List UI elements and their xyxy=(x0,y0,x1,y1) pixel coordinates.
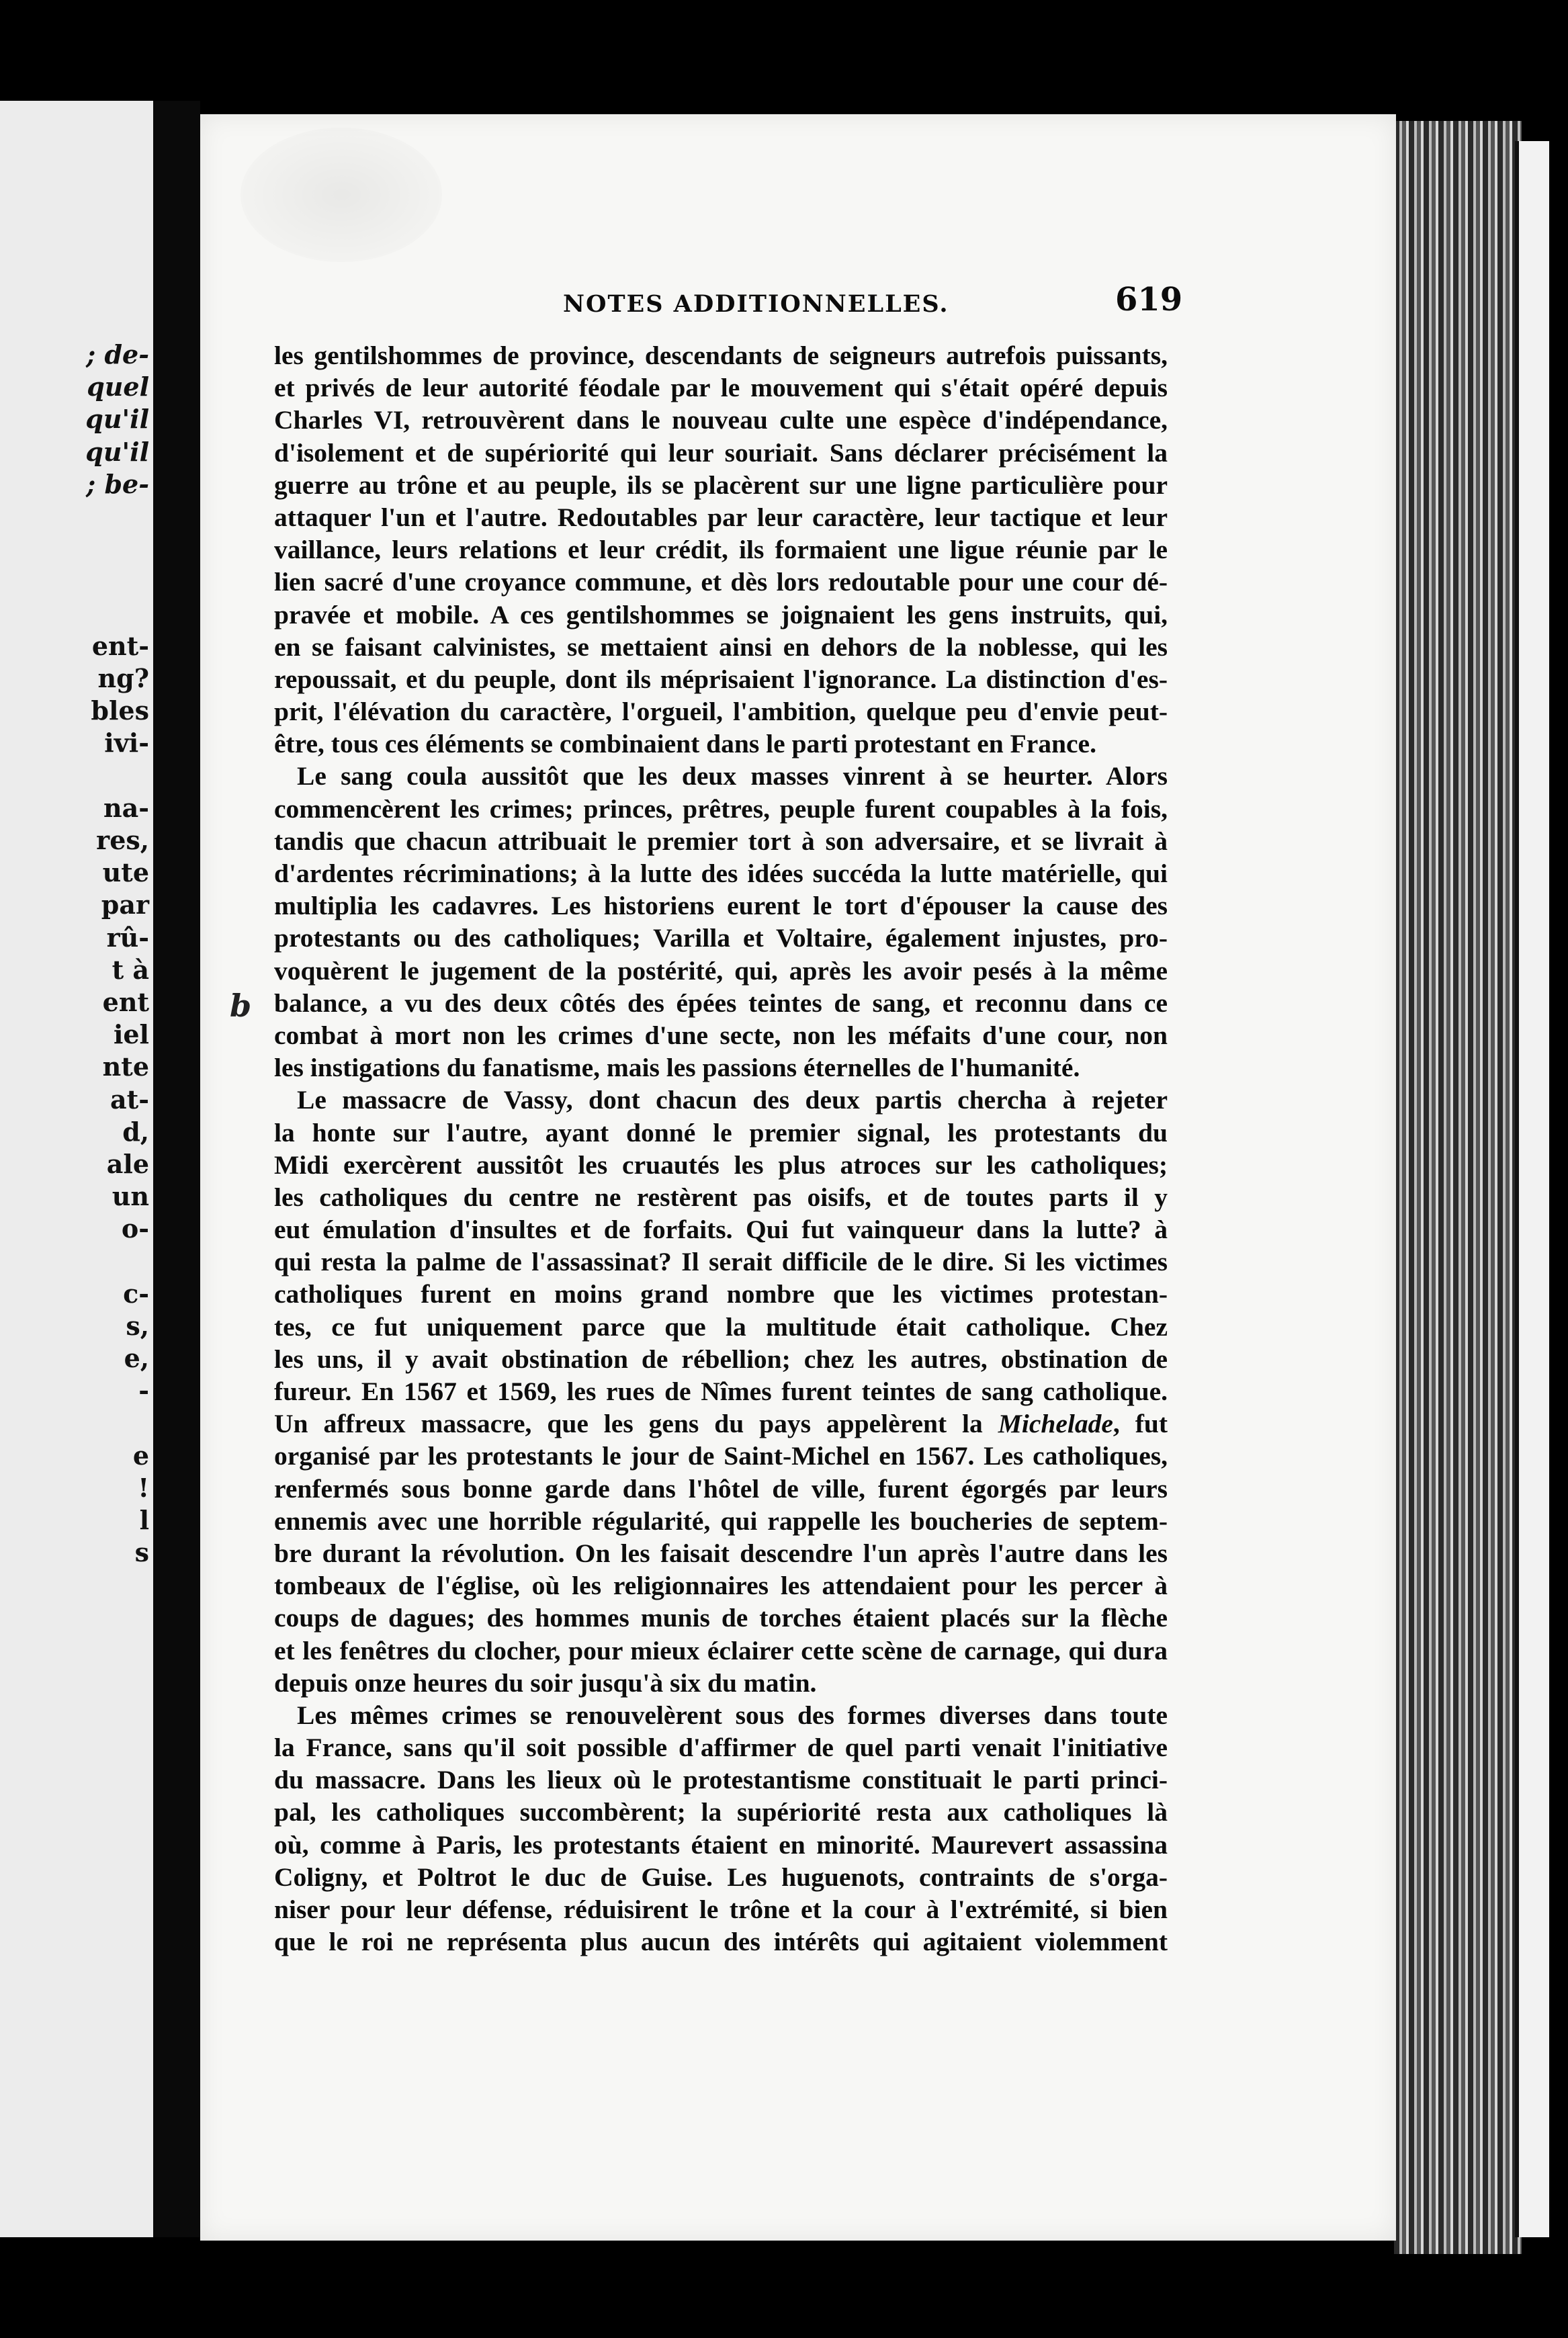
text-line: les instigations du fanatisme, mais les passions éternelles de l'humanité. xyxy=(274,1053,1080,1083)
facing-page-line: l xyxy=(139,1505,149,1536)
text-line: pal, les catholiques succombèrent; la supériorité resta aux catholiques là xyxy=(274,1797,1168,1827)
text-line: du massacre. Dans les lieux où le protestantisme constituait le parti princi- xyxy=(274,1765,1168,1795)
text-line: Charles VI, retrouvèrent dans le nouveau culte une espèce d'indépendance, xyxy=(274,405,1168,435)
facing-page-line: na- xyxy=(103,792,149,823)
facing-page-line: o- xyxy=(121,1213,149,1244)
facing-page-line: qu'il xyxy=(85,404,149,435)
facing-page-line: - xyxy=(138,1375,149,1406)
facing-page-line: ute xyxy=(102,857,149,888)
text-line: et les fenêtres du clocher, pour mieux éclairer cette scène de carnage, qui dura xyxy=(274,1635,1168,1665)
text-line: bre durant la révolution. On les faisait descendre l'un après l'autre dans les xyxy=(274,1538,1168,1568)
text-line: combat à mort non les crimes d'une secte, non les méfaits d'une cour, non xyxy=(274,1020,1168,1050)
facing-page-line: iel xyxy=(113,1019,149,1050)
italic-term: Michelade xyxy=(998,1409,1113,1439)
page-edge-strip xyxy=(1515,141,1549,2237)
text-line: Le sang coula aussitôt que les deux masses vinrent à se heurter. Alors xyxy=(297,761,1168,791)
text-line: prit, l'élévation du caractère, l'orgueil, l'ambition, quelque peu d'envie peut- xyxy=(274,697,1168,727)
margin-mark: b xyxy=(230,988,252,1024)
text-line: Midi exercèrent aussitôt les cruautés les plus atroces sur les catholiques; xyxy=(274,1150,1168,1180)
text-line: guerre au trône et au peuple, ils se placèrent sur une ligne particulière pour xyxy=(274,470,1168,500)
book-page xyxy=(200,114,1396,2241)
facing-page-line: e, xyxy=(124,1343,149,1374)
text-line: la honte sur l'autre, ayant donné le premier signal, les protestants du xyxy=(274,1117,1168,1148)
text-line: d'ardentes récriminations; à la lutte des idées succéda la lutte matérielle, qui xyxy=(274,859,1168,888)
body-text xyxy=(230,339,1168,1958)
facing-page-line: nte xyxy=(102,1051,149,1082)
facing-page-line: rû- xyxy=(106,922,149,953)
facing-page-line: ale xyxy=(106,1149,149,1179)
text-line: Le massacre de Vassy, dont chacun des deux partis chercha à rejeter xyxy=(297,1085,1168,1115)
text-line: depuis onze heures du soir jusqu'à six du matin. xyxy=(274,1668,817,1698)
text-line: catholiques furent en moins grand nombre que les victimes protestan- xyxy=(274,1279,1168,1309)
facing-page-line: ng? xyxy=(97,663,149,693)
facing-page-line: s xyxy=(134,1537,149,1568)
text-line: commencèrent les crimes; princes, prêtres, peuple furent coupables à la fois, xyxy=(274,793,1168,824)
facing-page-line: bles xyxy=(91,695,149,726)
text-line: qui resta la palme de l'assassinat? Il serait difficile de le dire. Si les victimes xyxy=(274,1247,1168,1277)
paper-stain xyxy=(241,128,442,262)
text-line: les gentilshommes de province, descendants de seigneurs autrefois puissants, xyxy=(274,341,1168,370)
text-line: repoussait, et du peuple, dont ils méprisaient l'ignorance. La distinction d'es- xyxy=(274,664,1168,694)
text-line: balance, a vu des deux côtés des épées teintes de sang, et reconnu dans ce xyxy=(274,988,1168,1018)
page-number: 619 xyxy=(1115,281,1183,318)
facing-page-line: ent xyxy=(102,987,149,1017)
text-line: Les mêmes crimes se renouvelèrent sous des formes diverses dans toute xyxy=(297,1700,1168,1730)
text-line: la France, sans qu'il soit possible d'affirmer de quel parti venait l'initiative xyxy=(274,1733,1168,1763)
facing-page-line: c- xyxy=(123,1278,149,1309)
page-edges xyxy=(1394,121,1522,2254)
facing-page-line: s, xyxy=(126,1311,149,1341)
text-line: les uns, il y avait obstination de rébellion; chez les autres, obstination de xyxy=(274,1344,1168,1374)
facing-page-line: qu'il xyxy=(85,436,149,467)
book-gutter xyxy=(153,101,200,2237)
facing-page-line: e xyxy=(132,1440,149,1471)
facing-page-line: ; de- xyxy=(86,339,149,370)
text-line: tandis que chacun attribuait le premier tort à son adversaire, et se livrait à xyxy=(274,826,1168,856)
facing-page-line: quel xyxy=(87,372,149,402)
text-line: en se faisant calvinistes, se mettaient ainsi en dehors de la noblesse, qui les xyxy=(274,632,1168,662)
text-line: organisé par les protestants le jour de Saint-Michel en 1567. Les catholiques, xyxy=(274,1441,1168,1471)
text-line: tes, ce fut uniquement parce que la multitude était catholique. Chez xyxy=(274,1311,1168,1342)
text-line: être, tous ces éléments se combinaient dans le parti protestant en France. xyxy=(274,729,1096,759)
text-line: protestants ou des catholiques; Varilla et Voltaire, également injustes, pro- xyxy=(274,923,1168,953)
text-line: renfermés sous bonne garde dans l'hôtel de ville, furent égorgés par leurs xyxy=(274,1473,1168,1504)
text-line: lien sacré d'une croyance commune, et dès lors redoutable pour une cour dé- xyxy=(274,567,1168,597)
text-line: voquèrent le jugement de la postérité, qui, après les avoir pesés à la même xyxy=(274,955,1168,986)
text-line: Coligny, et Poltrot le duc de Guise. Les huguenots, contraints de s'orga- xyxy=(274,1862,1168,1892)
text-line: pravée et mobile. A ces gentilshommes se joignaient les gens instruits, qui, xyxy=(274,599,1168,630)
text-line: que le roi ne représenta plus aucun des intérêts qui agitaient violemment xyxy=(274,1927,1168,1957)
running-head: NOTES ADDITIONNELLES. xyxy=(563,290,949,318)
text-line: les catholiques du centre ne restèrent pas oisifs, et de toutes parts il y xyxy=(274,1182,1168,1212)
text-line: tombeaux de l'église, où les religionnaires les attendaient pour les percer à xyxy=(274,1571,1168,1601)
text-line: attaquer l'un et l'autre. Redoutables par leur caractère, leur tactique et leur xyxy=(274,502,1168,532)
facing-page-line: par xyxy=(101,890,149,920)
text-line: d'isolement et de supériorité qui leur souriait. Sans déclarer précisément la xyxy=(274,437,1168,468)
text-line: où, comme à Paris, les protestants étaient en minorité. Maurevert assassina xyxy=(274,1829,1168,1860)
text-line: eut émulation d'insultes et de forfaits. Qui fut vainqueur dans la lutte? à xyxy=(274,1215,1168,1245)
text-line: niser pour leur défense, réduisirent le trône et la cour à l'extrémité, si bien xyxy=(274,1895,1168,1924)
text-line: coups de dagues; des hommes munis de torches étaient placés sur la flèche xyxy=(274,1603,1168,1633)
facing-page-line: d, xyxy=(122,1116,149,1147)
facing-page-line: ent- xyxy=(91,630,149,661)
facing-page-line: ! xyxy=(138,1473,149,1503)
facing-page-line: ; be- xyxy=(86,468,149,499)
text-line: ennemis avec une horrible régularité, qui rappelle les boucheries de septem- xyxy=(274,1506,1168,1536)
facing-page-line: t à xyxy=(112,954,149,985)
facing-page-fragment xyxy=(0,101,153,2237)
facing-page-line: res, xyxy=(96,825,149,855)
text-line: multiplia les cadavres. Les historiens eurent le tort d'épouser la cause des xyxy=(274,891,1168,921)
text-line: et privés de leur autorité féodale par le mouvement qui s'était opéré depuis xyxy=(274,373,1168,403)
facing-page-line: un xyxy=(112,1181,149,1212)
facing-page-line: ivi- xyxy=(104,728,149,759)
facing-page-line: at- xyxy=(110,1084,149,1115)
text-line: Un affreux massacre, que les gens du pays appelèrent la Michelade, fut xyxy=(274,1409,1168,1439)
text-line: vaillance, leurs relations et leur crédit, ils formaient une ligue réunie par le xyxy=(274,535,1168,565)
text-line: fureur. En 1567 et 1569, les rues de Nîmes furent teintes de sang catholique. xyxy=(274,1377,1168,1406)
